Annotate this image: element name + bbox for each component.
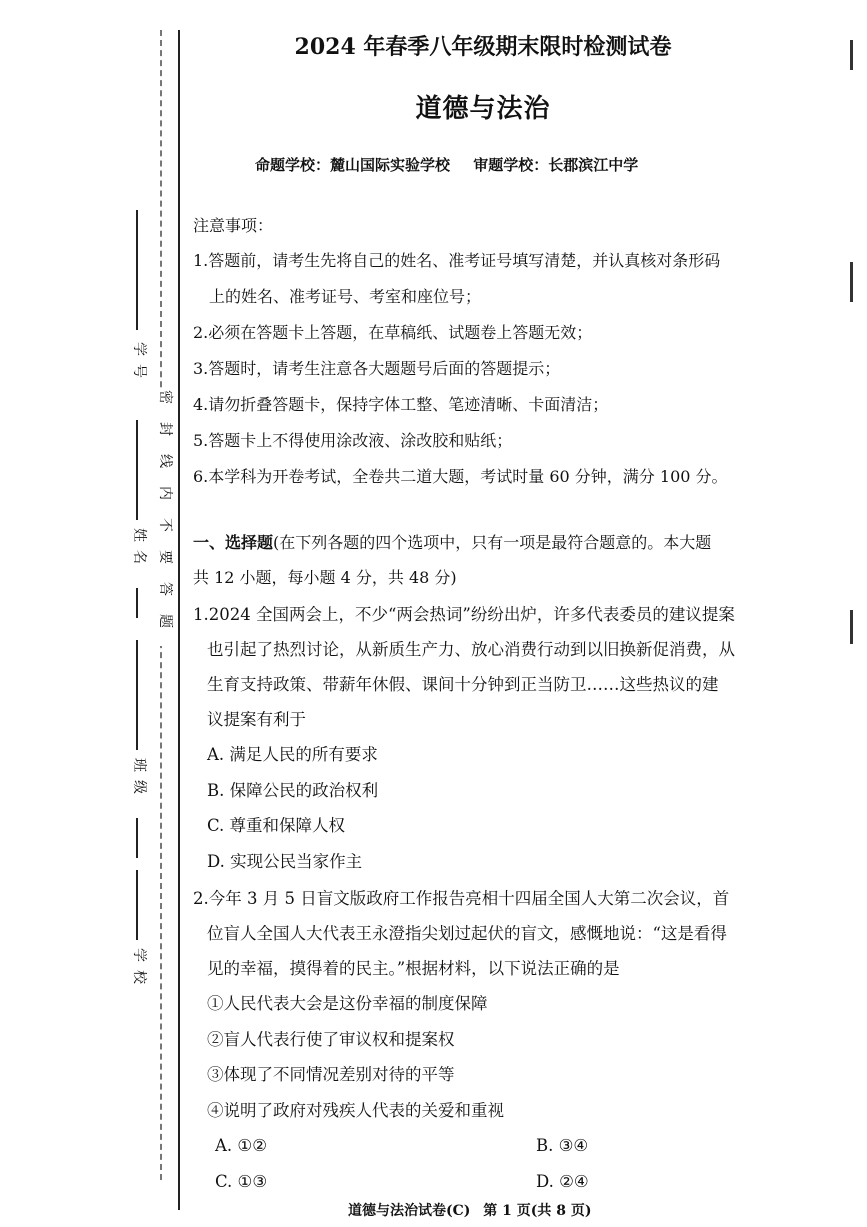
question-stem-line: 2.今年 3 月 5 日盲文版政府工作报告亮相十四届全国人大第二次会议，首 <box>193 889 730 908</box>
scan-edge-mark <box>850 262 853 302</box>
footer-paper-name: 道德与法治试卷(C) <box>348 1203 471 1219</box>
class-label: 班级 <box>131 758 147 802</box>
option-b[interactable]: B. 保障公民的政治权利 <box>207 780 379 800</box>
name-blank-lower[interactable] <box>136 588 138 618</box>
notice-item: 2.必须在答题卡上答题，在草稿纸、试题卷上答题无效； <box>193 323 593 342</box>
option-d[interactable]: D. 实现公民当家作主 <box>207 851 363 871</box>
class-field <box>90 640 150 860</box>
question-stem-line: 位盲人全国人大代表王永澄指尖划过起伏的盲文，感慨地说：“这是看得 <box>207 924 727 943</box>
choice-a[interactable]: A. ①② <box>215 1136 267 1155</box>
student-id-field <box>90 210 150 410</box>
notice-item: 6.本学科为开卷考试，全卷共二道大题，考试时量 60 分钟，满分 100 分。 <box>193 467 728 486</box>
section-title: 一、选择题 <box>193 533 274 552</box>
option-a[interactable]: A. 满足人民的所有要求 <box>207 745 378 764</box>
question-1 <box>193 597 793 879</box>
notice-item: 3.答题时，请考生注意各大题题号后面的答题提示； <box>193 359 561 378</box>
student-id-blank[interactable] <box>136 210 138 330</box>
notice-heading: 注意事项： <box>193 216 274 235</box>
statement-1: ①人民代表大会是这份幸福的制度保障 <box>207 994 488 1013</box>
notice-item <box>193 243 798 315</box>
page-footer <box>348 1200 592 1220</box>
school-field <box>90 870 150 1020</box>
question-2 <box>193 881 793 1200</box>
subject-title: 道德与法治 <box>415 94 551 124</box>
name-blank[interactable] <box>136 420 138 520</box>
notice-list <box>193 243 798 495</box>
choice-row <box>193 1164 793 1200</box>
choice-c[interactable]: C. ①③ <box>215 1172 268 1191</box>
seal-warning-text: 密封线内不要答题 <box>150 390 176 646</box>
notice-item: 5.答题卡上不得使用涂改液、涂改胶和贴纸； <box>193 431 513 450</box>
statement-3: ③体现了不同情况差别对待的平等 <box>207 1065 455 1084</box>
name-field <box>90 420 150 620</box>
choice-row <box>193 1128 793 1164</box>
notice-item: 4.请勿折叠答题卡，保持字体工整、笔迹清晰、卡面清洁； <box>193 395 609 414</box>
question-stem-line: 见的幸福，摸得着的民主。”根据材料，以下说法正确的是 <box>207 959 620 978</box>
notice-line: 1.答题前，请考生先将自己的姓名、准考证号填写清楚，并认真核对条形码 <box>193 251 721 270</box>
notice-line: 上的姓名、准考证号、考室和座位号； <box>209 287 482 306</box>
option-c[interactable]: C. 尊重和保障人权 <box>207 816 346 835</box>
class-blank-lower[interactable] <box>136 818 138 858</box>
choice-b[interactable]: B. ③④ <box>536 1136 589 1155</box>
question-stem-line: 议提案有利于 <box>207 710 306 729</box>
question-stem-line: 1.2024 全国两会上，不少“两会热词”纷纷出炉，许多代表委员的建议提案 <box>193 605 735 624</box>
school-label: 学校 <box>131 948 147 992</box>
reviewer-school: 审题学校：长郡滨江中学 <box>473 156 639 174</box>
student-id-label: 学号 <box>131 342 147 386</box>
school-credits <box>255 154 638 175</box>
exam-title: 2024 年春季八年级期末限时检测试卷 <box>294 34 672 60</box>
school-blank[interactable] <box>136 870 138 940</box>
question-stem-line: 也引起了热烈讨论，从新质生产力、放心消费行动到以旧换新促消费，从 <box>207 640 735 659</box>
name-label: 姓名 <box>131 528 147 572</box>
statement-4: ④说明了政府对残疾人代表的关爱和重视 <box>207 1100 504 1120</box>
footer-page-number: 第 1 页(共 8 页) <box>483 1203 592 1219</box>
class-blank[interactable] <box>136 640 138 750</box>
scan-edge-mark <box>850 40 853 70</box>
choice-d[interactable]: D. ②④ <box>536 1172 589 1191</box>
section-instructions-cont: 共 12 小题，每小题 4 分，共 48 分) <box>193 568 457 587</box>
binding-solid-line <box>178 30 180 1210</box>
statement-2: ②盲人代表行使了审议权和提案权 <box>207 1029 455 1049</box>
section-instructions: (在下列各题的四个选项中，只有一项是最符合题意的。本大题 <box>273 533 712 552</box>
section-heading <box>193 525 793 595</box>
scan-edge-mark <box>850 610 853 644</box>
proposer-school: 命题学校：麓山国际实验学校 <box>255 156 451 174</box>
question-stem-line: 生育支持政策、带薪年休假、课间十分钟到正当防卫……这些热议的建 <box>207 675 719 694</box>
